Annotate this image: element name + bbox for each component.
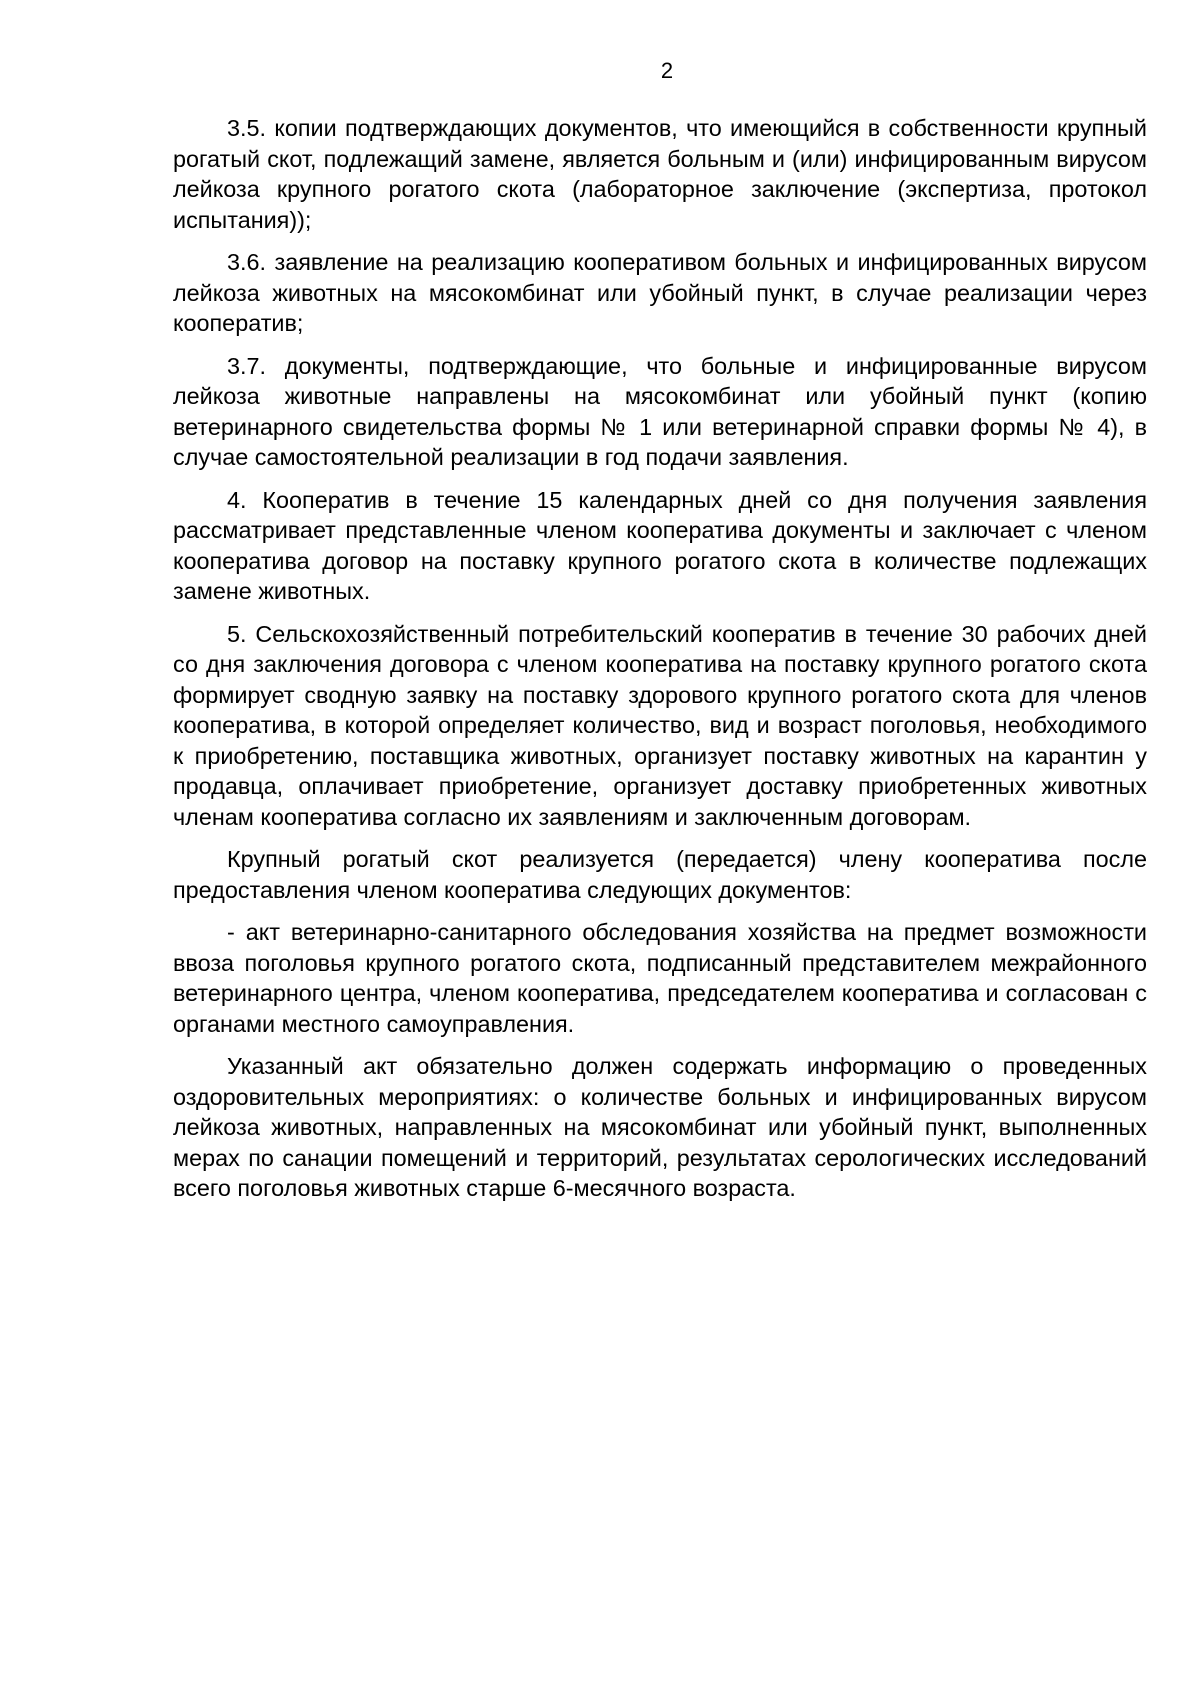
paragraph-5: 5. Сельскохозяйственный потребительский кооператив в течение 30 рабочих дней со дня заключения договора с членом кооператива на поставку крупного рогатого скота формирует сводную заявку на поставку здорового крупного рогатого скота для членов кооператива, в которой определяет количество, вид и возраст поголовья, необходимого к приобретению, поставщика животных, организует поставку животных на карантин у продавца, оплачивает приобретение, организует доставку приобретенных животных членам кооператива согласно их заявлениям и заключенным договорам.	[173, 620, 1147, 830]
document-body	[173, 113, 1147, 1216]
paragraph-act-contents: Указанный акт обязательно должен содержать информацию о проведенных оздоровительных мероприятиях: о количестве больных и инфицированных вирусом лейкоза животных, направленных на мясокомбинат или убойный пункт, выполненных мерах по санации помещений и территорий, результатах серологических исследований всего поголовья животных старше 6-месячного возраста.	[173, 1053, 1147, 1201]
paragraph-transfer-conditions: Крупный рогатый скот реализуется (передается) члену кооператива после предоставления членом кооператива следующих документов:	[173, 846, 1147, 903]
page-number: 2	[660, 58, 674, 83]
paragraph-inspection-act: - акт ветеринарно-санитарного обследования хозяйства на предмет возможности ввоза поголовья крупного рогатого скота, подписанный представителем межрайонного ветеринарного центра, членом кооператива, председателем кооператива и согласован с органами местного самоуправления.	[173, 919, 1147, 1037]
paragraph-3-7: 3.7. документы, подтверждающие, что больные и инфицированные вирусом лейкоза животные направлены на мясокомбинат или убойный пункт (копию ветеринарного свидетельства формы № 1 или ветеринарной справки формы № 4), в случае самостоятельной реализации в год подачи заявления.	[173, 352, 1147, 470]
paragraph-4: 4. Кооператив в течение 15 календарных дней со дня получения заявления рассматривает представленные членом кооператива документы и заключает с членом кооператива договор на поставку крупного рогатого скота в количестве подлежащих замене животных.	[173, 486, 1147, 604]
paragraph-3-6: 3.6. заявление на реализацию кооперативом больных и инфицированных вирусом лейкоза животных на мясокомбинат или убойный пункт, в случае реализации через кооператив;	[173, 249, 1147, 336]
paragraph-3-5: 3.5. копии подтверждающих документов, что имеющийся в собственности крупный рогатый скот, подлежащий замене, является больным и (или) инфицированным вирусом лейкоза крупного рогатого скота (лабораторное заключение (экспертиза, протокол испытания));	[173, 115, 1147, 233]
